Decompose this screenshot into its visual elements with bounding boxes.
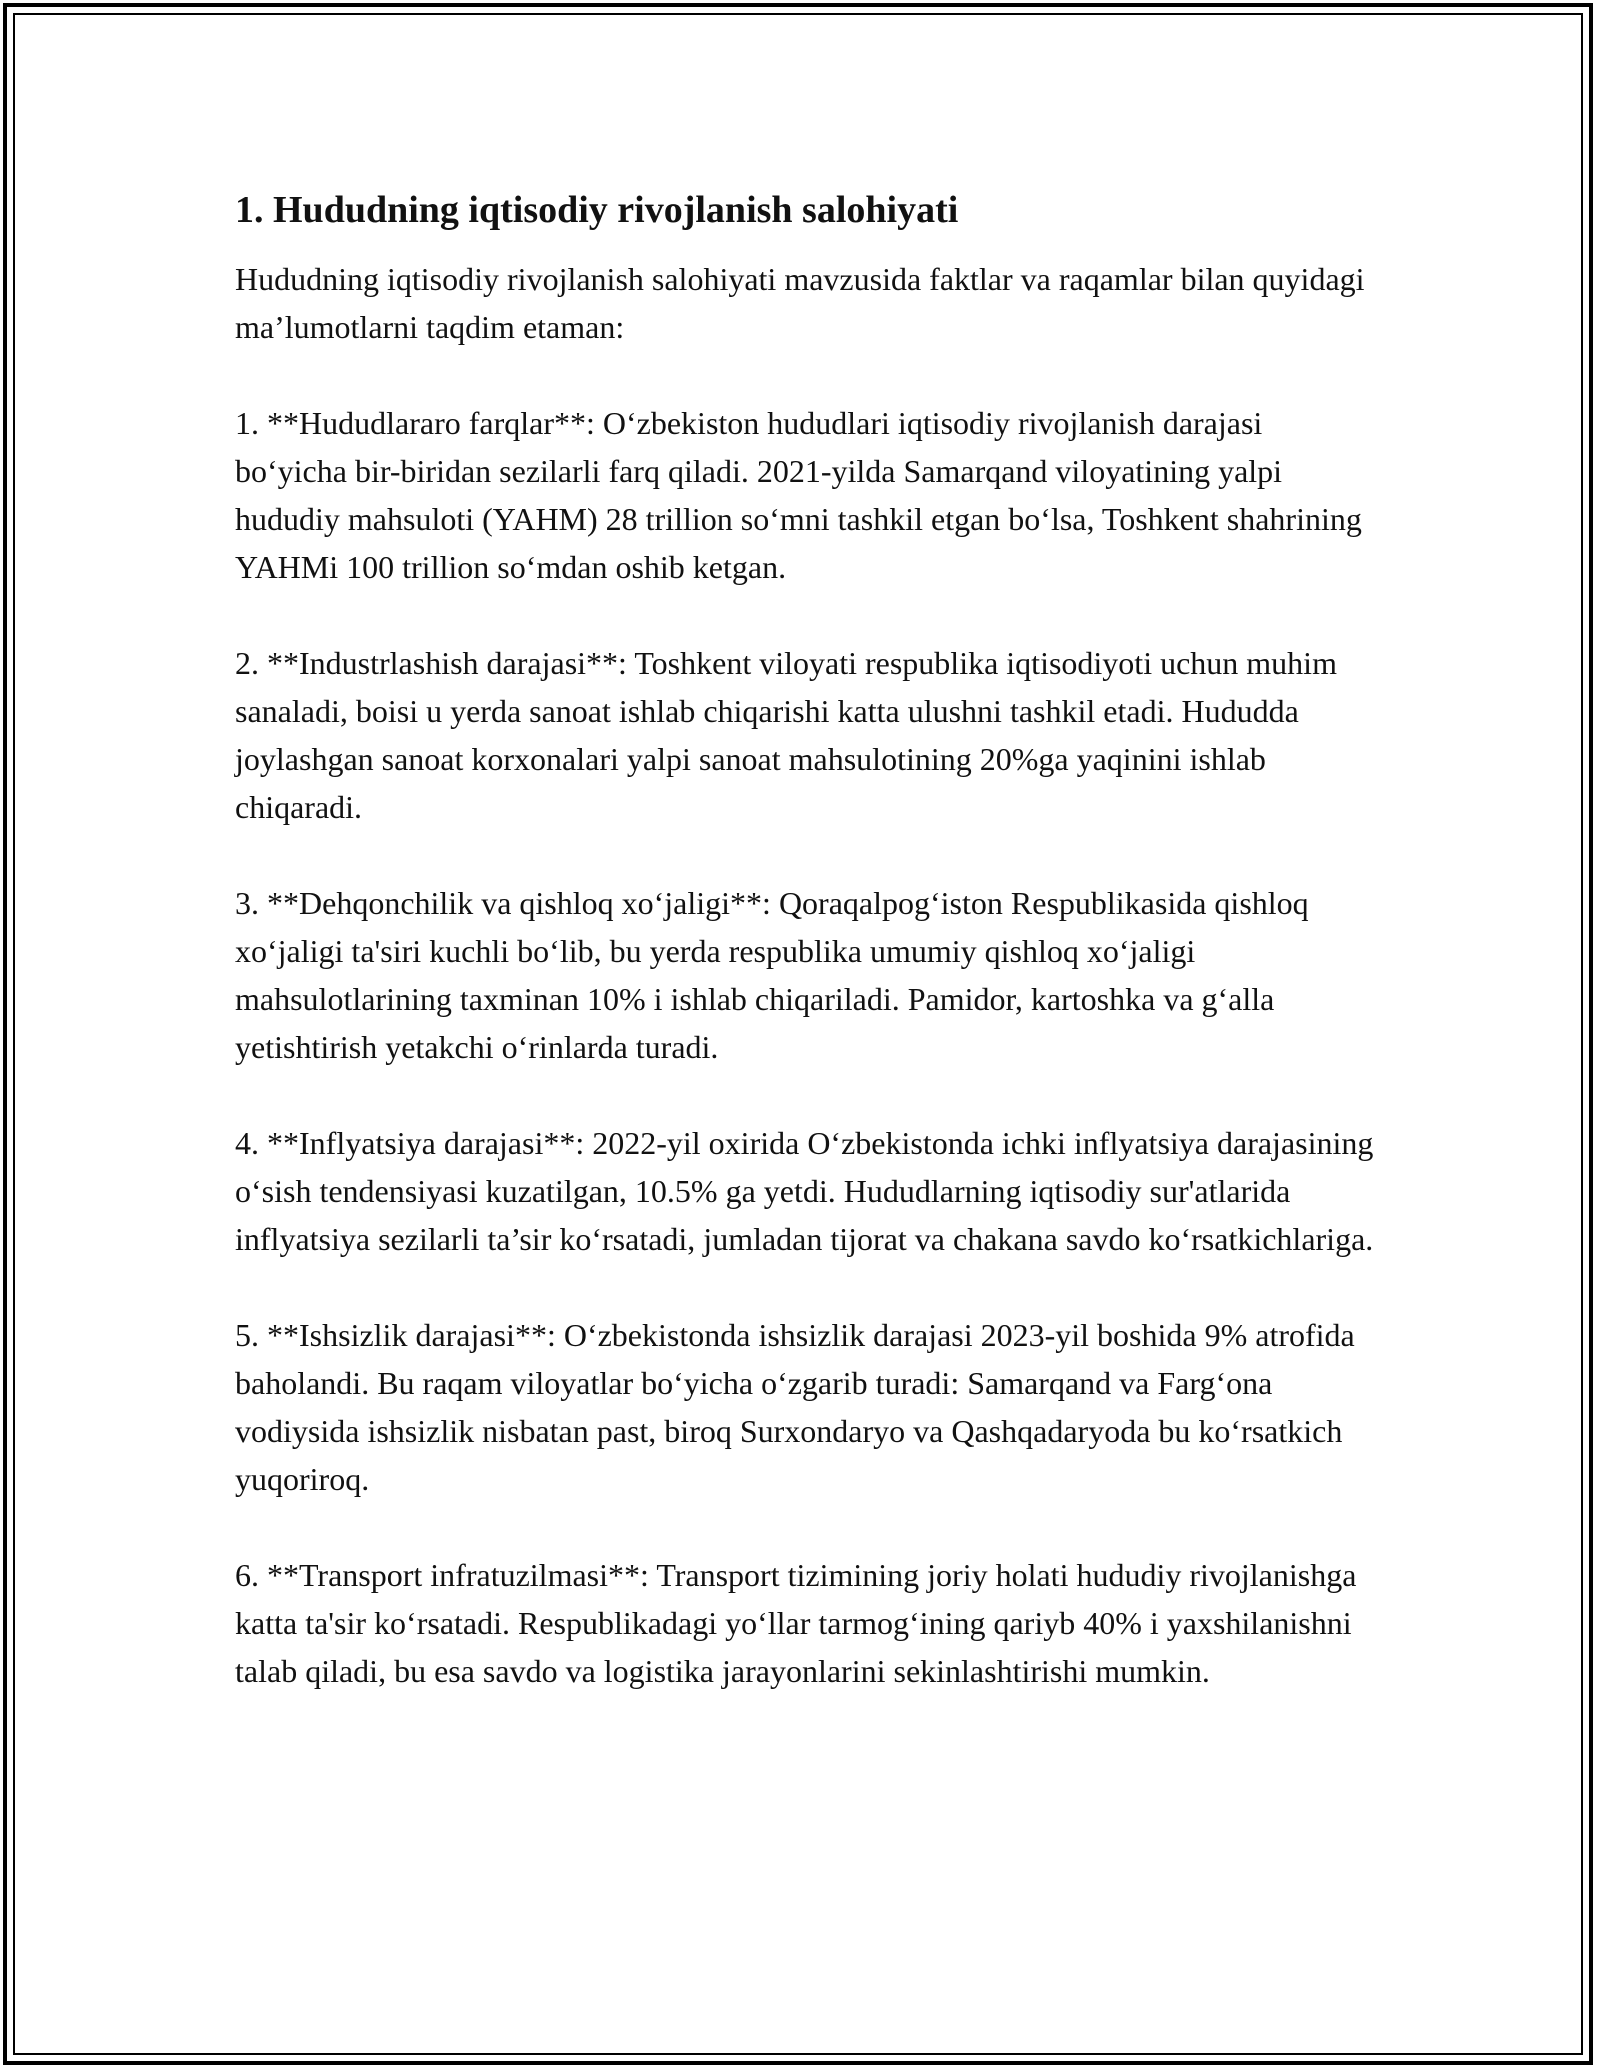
list-item-agriculture: 3. **Dehqonchilik va qishloq xo‘jaligi**: Qoraqalpog‘iston Respublikasida qishloq xo‘jaligi ta'siri kuchli bo‘lib, bu yerda respublika umumiy qishloq xo‘jaligi mahsulotlarining taxminan 10% i ishlab chiqariladi. Pamidor, kartoshka va g‘alla yetishtirish yetakchi o‘rinlarda turadi. [235,885,1309,1065]
document-title: 1. Hududning iqtisodiy rivojlanish salohiyati [235,189,959,231]
list-item-industrialization: 2. **Industrlashish darajasi**: Toshkent viloyati respublika iqtisodiyoti uchun muhim sanaladi, boisi u yerda sanoat ishlab chiqarishi katta ulushni tashkil etadi. Hududda joylashgan sanoat korxonalari yalpi sanoat mahsulotining 20%ga yaqinini ishlab chiqaradi. [235,645,1337,825]
intro-paragraph: Hududning iqtisodiy rivojlanish salohiyati mavzusida faktlar va raqamlar bilan quyidagi ma’lumotlarni taqdim etaman: [235,261,1365,345]
document-body [235,185,1375,1743]
list-item-unemployment: 5. **Ishsizlik darajasi**: O‘zbekistonda ishsizlik darajasi 2023-yil boshida 9% atrofida baholandi. Bu raqam viloyatlar bo‘yicha o‘zgarib turadi: Samarqand va Farg‘ona vodiysida ishsizlik nisbatan past, biroq Surxondaryo va Qashqadaryoda bu ko‘rsatkich yuqoriroq. [235,1317,1355,1497]
list-item-transport: 6. **Transport infratuzilmasi**: Transport tizimining joriy holati hududiy rivojlanishga katta ta'sir ko‘rsatadi. Respublikadagi yo‘llar tarmog‘ining qariyb 40% i yaxshilanishni talab qiladi, bu esa savdo va logistika jarayonlarini sekinlashtirishi mumkin. [235,1557,1357,1689]
list-item-inflation: 4. **Inflyatsiya darajasi**: 2022-yil oxirida O‘zbekistonda ichki inflyatsiya darajasining o‘sish tendensiyasi kuzatilgan, 10.5% ga yetdi. Hududlarning iqtisodiy sur'atlarida inflyatsiya sezilarli ta’sir ko‘rsatadi, jumladan tijorat va chakana savdo ko‘rsatkichlariga. [235,1125,1374,1257]
list-item-regional-differences: 1. **Hududlararo farqlar**: O‘zbekiston hududlari iqtisodiy rivojlanish darajasi bo‘yicha bir-biridan sezilarli farq qiladi. 2021-yilda Samarqand viloyatining yalpi hududiy mahsuloti (YAHM) 28 trillion so‘mni tashkil etgan bo‘lsa, Toshkent shahrining YAHMi 100 trillion so‘mdan oshib ketgan. [235,405,1362,585]
